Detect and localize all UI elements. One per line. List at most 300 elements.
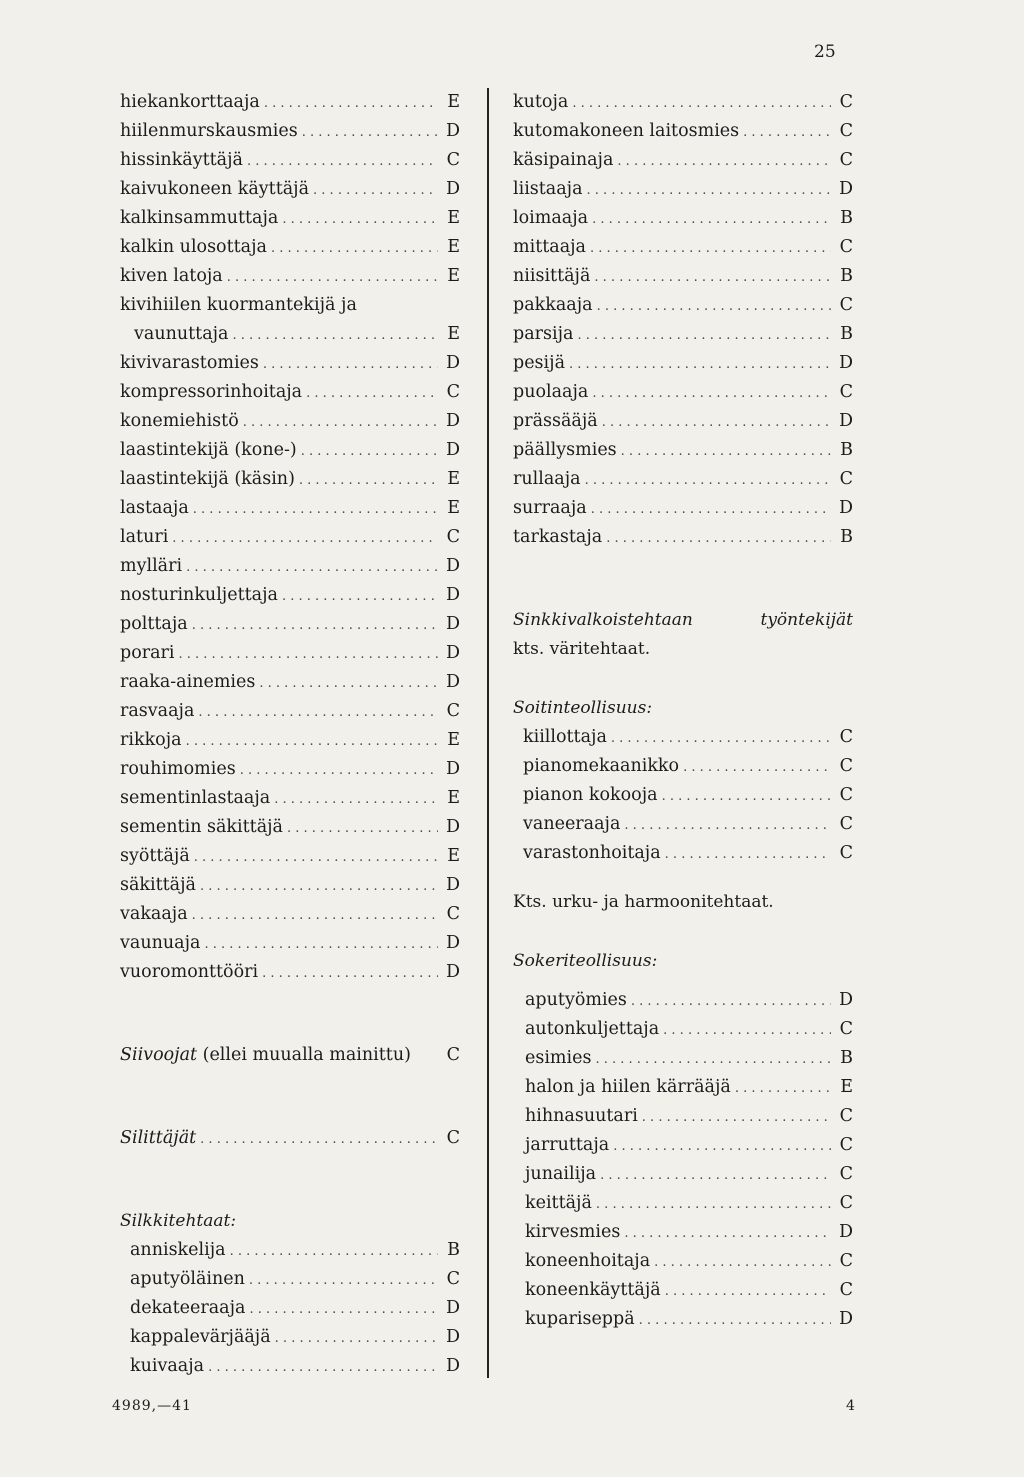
- entry-code: E: [447, 237, 460, 257]
- list-item: [120, 871, 460, 900]
- list-item: [120, 755, 460, 784]
- dot-leader: [243, 408, 438, 437]
- entry-name: koneenkäyttäjä: [525, 1280, 661, 1300]
- entry-name: rouhimomies: [120, 759, 236, 779]
- dot-leader: [665, 840, 831, 869]
- list-item: [525, 1247, 853, 1276]
- list-item: [130, 1323, 460, 1352]
- entry-name: anniskelija: [130, 1240, 226, 1260]
- page-number: 25: [814, 42, 836, 62]
- entry-code: C: [839, 756, 853, 776]
- list-item: [120, 88, 460, 117]
- entry-name: halon ja hiilen kärrääjä: [525, 1077, 731, 1097]
- entry-code: C: [839, 1164, 853, 1184]
- entry-code: D: [445, 933, 460, 953]
- entry-name: pakkaaja: [513, 295, 593, 315]
- section-heading: Sokeriteollisuus:: [513, 951, 658, 971]
- sokeri-entries: [513, 986, 853, 1334]
- entry-code: C: [446, 904, 460, 924]
- entry-code: D: [445, 643, 460, 663]
- dot-leader: [302, 118, 438, 147]
- entry-code: C: [839, 237, 853, 257]
- footer-print-code: 4989,—41: [112, 1398, 192, 1414]
- entry-code: D: [445, 440, 460, 460]
- entry-code: D: [838, 353, 853, 373]
- entry-code: C: [839, 121, 853, 141]
- dot-leader: [606, 524, 831, 553]
- list-item: [513, 407, 853, 436]
- entry-name: kutoja: [513, 92, 569, 112]
- entry-code: D: [838, 1222, 853, 1242]
- entry-code: C: [839, 1251, 853, 1271]
- entry-code: D: [838, 990, 853, 1010]
- entry-name: päällysmies: [513, 440, 617, 460]
- entry-code: C: [446, 701, 460, 721]
- entry-code: D: [445, 121, 460, 141]
- dot-leader: [639, 1306, 831, 1335]
- entry-name: kiillottaja: [523, 727, 607, 747]
- list-item: [120, 262, 460, 291]
- list-item: [120, 407, 460, 436]
- entry-code: E: [447, 846, 460, 866]
- entry-name: esimies: [525, 1048, 592, 1068]
- entry-name: kuivaaja: [130, 1356, 205, 1376]
- dot-leader: [264, 89, 438, 118]
- entry-name: liistaaja: [513, 179, 583, 199]
- entry-code: D: [445, 875, 460, 895]
- dot-leader: [654, 1248, 831, 1277]
- entry-code: D: [445, 353, 460, 373]
- entry-code: D: [838, 179, 853, 199]
- entry-name: polttaja: [120, 614, 188, 634]
- dot-leader: [193, 495, 438, 524]
- entry-name: aputyöläinen: [130, 1269, 245, 1289]
- entry-name: laturi: [120, 527, 169, 547]
- list-item: [130, 1236, 460, 1265]
- heading-part: Sinkkivalkoistehtaan: [513, 610, 693, 630]
- cross-reference: kts. väritehtaat.: [513, 639, 651, 659]
- dot-leader: [592, 205, 831, 234]
- list-item: [120, 233, 460, 262]
- dot-leader: [179, 640, 439, 669]
- list-item: [513, 117, 853, 146]
- dot-leader: [230, 1237, 438, 1266]
- list-item: [525, 1073, 853, 1102]
- entry-name: hissinkäyttäjä: [120, 150, 243, 170]
- entry-code: E: [447, 266, 460, 286]
- dot-leader: [585, 466, 831, 495]
- entry-code: C: [839, 785, 853, 805]
- entry-code: C: [839, 92, 853, 112]
- dot-leader: [594, 263, 831, 292]
- list-item: [513, 494, 853, 523]
- dot-leader: [192, 611, 438, 640]
- list-item: [523, 723, 853, 752]
- list-item: [120, 900, 460, 929]
- section-heading: Silittäjät: [120, 1128, 197, 1148]
- entry-name: säkittäjä: [120, 875, 196, 895]
- entry-code: B: [840, 324, 853, 344]
- entry-code: E: [447, 324, 460, 344]
- list-item: [525, 1044, 853, 1073]
- dot-leader: [591, 495, 831, 524]
- list-item: [513, 175, 853, 204]
- list-item: [513, 88, 853, 117]
- entry-name: rikkoja: [120, 730, 182, 750]
- entry-code: C: [839, 1135, 853, 1155]
- list-item: [120, 146, 460, 175]
- entry-code: D: [445, 614, 460, 634]
- entry-code: C: [839, 1019, 853, 1039]
- entry-name: kirvesmies: [525, 1222, 621, 1242]
- entry-code: D: [445, 585, 460, 605]
- dot-leader: [186, 727, 438, 756]
- entry-code: B: [840, 1048, 853, 1068]
- entry-code: C: [446, 1269, 460, 1289]
- entry-name: surraaja: [513, 498, 587, 518]
- entry-name: rasvaaja: [120, 701, 195, 721]
- dot-leader: [275, 1324, 438, 1353]
- dot-leader: [259, 669, 438, 698]
- right-column: [513, 88, 853, 1334]
- list-item: [120, 175, 460, 204]
- dot-leader: [208, 1353, 438, 1382]
- entry-name: niisittäjä: [513, 266, 591, 286]
- list-item: [120, 813, 460, 842]
- cross-reference: Kts. urku- ja harmoonitehtaat.: [513, 892, 774, 912]
- list-item: [513, 436, 853, 465]
- entry-code: C: [839, 150, 853, 170]
- dot-leader: [271, 234, 438, 263]
- entry-name: puolaaja: [513, 382, 589, 402]
- entry-name: kaivukoneen käyttäjä: [120, 179, 310, 199]
- list-item: [120, 465, 460, 494]
- dot-leader: [287, 814, 438, 843]
- entry-name: kompressorinhoitaja: [120, 382, 303, 402]
- entry-code: B: [840, 440, 853, 460]
- dot-leader: [621, 437, 831, 466]
- soitin-entries: [513, 723, 853, 868]
- list-item: [513, 378, 853, 407]
- entry-code: D: [445, 179, 460, 199]
- entry-name: autonkuljettaja: [525, 1019, 660, 1039]
- dot-leader: [240, 756, 438, 785]
- entry-code: B: [840, 527, 853, 547]
- list-item: [525, 1276, 853, 1305]
- entry-name: kupariseppä: [525, 1309, 635, 1329]
- dot-leader: [299, 466, 438, 495]
- entry-note: (ellei muualla mainittu): [202, 1045, 411, 1065]
- entry-code: C: [446, 150, 460, 170]
- entry-code: E: [447, 788, 460, 808]
- list-item: [513, 233, 853, 262]
- dot-leader: [600, 1161, 831, 1190]
- list-item: [120, 349, 460, 378]
- dot-leader: [249, 1266, 438, 1295]
- list-item: [525, 986, 853, 1015]
- list-item: [513, 465, 853, 494]
- entry-code: C: [839, 1106, 853, 1126]
- left-entries: [120, 88, 460, 291]
- list-item: [120, 958, 460, 987]
- list-item: [513, 291, 853, 320]
- list-item: [513, 349, 853, 378]
- dot-leader: [192, 901, 438, 930]
- entry-code: C: [446, 1045, 460, 1065]
- list-item: [120, 523, 460, 552]
- entry-code: D: [445, 672, 460, 692]
- list-item: [525, 1015, 853, 1044]
- entry-name: dekateeraaja: [130, 1298, 246, 1318]
- list-item: [130, 1352, 460, 1381]
- dot-leader: [569, 350, 831, 379]
- list-item: [525, 1189, 853, 1218]
- list-item: [525, 1160, 853, 1189]
- entry-name: junailija: [525, 1164, 597, 1184]
- entry-name: tarkastaja: [513, 527, 603, 547]
- entry-name: koneenhoitaja: [525, 1251, 651, 1271]
- entry-name: kalkinsammuttaja: [120, 208, 279, 228]
- list-item: [525, 1131, 853, 1160]
- entry-name: jarruttaja: [525, 1135, 610, 1155]
- dot-leader: [572, 89, 831, 118]
- list-item: [120, 929, 460, 958]
- dot-leader: [313, 176, 438, 205]
- entry-name: vaneeraaja: [523, 814, 621, 834]
- siivoojat-entry: [120, 1041, 460, 1070]
- silkkitehtaat-entries: [120, 1236, 460, 1381]
- dot-leader: [613, 1132, 831, 1161]
- list-item: [120, 291, 460, 320]
- entry-code: C: [839, 1193, 853, 1213]
- entry-name: kiven latoja: [120, 266, 223, 286]
- left-entries-2: [120, 349, 460, 987]
- entry-name: lastaaja: [120, 498, 189, 518]
- list-item: [120, 842, 460, 871]
- dot-leader: [172, 524, 438, 553]
- dot-leader: [247, 147, 438, 176]
- section-heading: Soitinteollisuus:: [513, 698, 653, 718]
- entry-name: aputyömies: [525, 990, 627, 1010]
- list-item: [525, 1305, 853, 1334]
- list-item: [120, 784, 460, 813]
- entry-name: parsija: [513, 324, 574, 344]
- entry-name: vaunuaja: [120, 933, 201, 953]
- list-item: [523, 752, 853, 781]
- entry-name: hiilenmurskausmies: [120, 121, 298, 141]
- list-item: [525, 1218, 853, 1247]
- entry-name: keittäjä: [525, 1193, 592, 1213]
- entry-name: loimaaja: [513, 208, 589, 228]
- list-item: [120, 668, 460, 697]
- entry-code: C: [839, 1280, 853, 1300]
- entry-name: pesijä: [513, 353, 565, 373]
- dot-leader: [596, 1190, 831, 1219]
- entry-code: D: [838, 498, 853, 518]
- entry-name: vuoromonttööri: [120, 962, 259, 982]
- entry-code: E: [447, 469, 460, 489]
- dot-leader: [577, 321, 831, 350]
- entry-code: E: [447, 498, 460, 518]
- dot-leader: [683, 753, 831, 782]
- dot-leader: [617, 147, 831, 176]
- section-heading: [513, 606, 853, 635]
- list-item: [523, 810, 853, 839]
- list-item: [120, 697, 460, 726]
- dot-leader: [249, 1295, 438, 1324]
- section-heading: Siivoojat: [120, 1045, 198, 1065]
- list-item: [120, 581, 460, 610]
- entry-code: E: [840, 1077, 853, 1097]
- entry-code: C: [446, 382, 460, 402]
- entry-code: C: [839, 727, 853, 747]
- list-item: [513, 262, 853, 291]
- list-item: [120, 320, 460, 349]
- entry-code: D: [838, 1309, 853, 1329]
- dot-leader: [590, 234, 831, 263]
- entry-code: C: [839, 295, 853, 315]
- dot-leader: [587, 176, 831, 205]
- entry-code: C: [839, 469, 853, 489]
- entry-name: syöttäjä: [120, 846, 190, 866]
- list-item: [120, 639, 460, 668]
- list-item: [120, 494, 460, 523]
- dot-leader: [663, 1016, 831, 1045]
- entry-name: hiekankorttaaja: [120, 92, 260, 112]
- entry-name: sementinlastaaja: [120, 788, 271, 808]
- list-item: [130, 1265, 460, 1294]
- list-item: [523, 839, 853, 868]
- dot-leader: [200, 872, 438, 901]
- entry-name: porari: [120, 643, 175, 663]
- entry-name: laastintekijä (kone-): [120, 440, 297, 460]
- entry-code: E: [447, 730, 460, 750]
- left-column: [120, 88, 460, 1381]
- entry-name: nosturinkuljettaja: [120, 585, 278, 605]
- dot-leader: [186, 553, 438, 582]
- entry-code: C: [446, 1128, 460, 1148]
- heading-part: työntekijät: [760, 610, 853, 630]
- entry-code: C: [839, 843, 853, 863]
- column-divider: [487, 88, 489, 1378]
- footer-signature-number: 4: [846, 1398, 855, 1414]
- list-item: [130, 1294, 460, 1323]
- entry-name: laastintekijä (käsin): [120, 469, 295, 489]
- list-item: [120, 378, 460, 407]
- entry-code: D: [445, 1327, 460, 1347]
- dot-leader: [282, 205, 438, 234]
- list-item: [513, 523, 853, 552]
- entry-code: C: [839, 814, 853, 834]
- entry-name: vakaaja: [120, 904, 188, 924]
- entry-code: D: [445, 759, 460, 779]
- entry-code: C: [839, 382, 853, 402]
- dot-leader: [631, 987, 831, 1016]
- dot-leader: [306, 379, 438, 408]
- entry-code: B: [840, 266, 853, 286]
- dot-leader: [194, 843, 438, 872]
- entry-code: D: [445, 962, 460, 982]
- list-item: [120, 117, 460, 146]
- dot-leader: [204, 930, 438, 959]
- dot-leader: [597, 292, 831, 321]
- dot-leader: [282, 582, 438, 611]
- dot-leader: [233, 321, 439, 350]
- list-item: [120, 436, 460, 465]
- entry-code: E: [447, 92, 460, 112]
- dot-leader: [743, 118, 831, 147]
- dot-leader: [642, 1103, 831, 1132]
- dot-leader: [592, 379, 831, 408]
- dot-leader: [611, 724, 831, 753]
- entry-name: mittaaja: [513, 237, 586, 257]
- dot-leader: [665, 1277, 831, 1306]
- entry-name: kalkin ulosottaja: [120, 237, 267, 257]
- list-item: [120, 552, 460, 581]
- list-item: [513, 320, 853, 349]
- dot-leader: [624, 1219, 831, 1248]
- dot-leader: [595, 1045, 831, 1074]
- entry-name: pianon kokooja: [523, 785, 658, 805]
- list-item: [120, 726, 460, 755]
- dot-leader: [624, 811, 831, 840]
- entry-name: sementin säkittäjä: [120, 817, 283, 837]
- dot-leader: [274, 785, 438, 814]
- entry-name: kivivarastomies: [120, 353, 259, 373]
- dot-leader: [263, 350, 438, 379]
- dot-leader: [200, 1125, 438, 1154]
- entry-code: B: [447, 1240, 460, 1260]
- entry-name: rullaaja: [513, 469, 581, 489]
- entry-code: D: [445, 411, 460, 431]
- silittajat-entry: [120, 1124, 460, 1153]
- entry-code: D: [838, 411, 853, 431]
- dot-leader: [262, 959, 438, 988]
- entry-code: E: [447, 208, 460, 228]
- entry-name: mylläri: [120, 556, 183, 576]
- list-item: [525, 1102, 853, 1131]
- entry-code: D: [445, 1356, 460, 1376]
- list-item: [120, 610, 460, 639]
- dot-leader: [735, 1074, 831, 1103]
- list-item: [513, 204, 853, 233]
- dot-leader: [301, 437, 438, 466]
- section-heading: Silkkitehtaat:: [120, 1211, 237, 1231]
- entry-code: D: [445, 1298, 460, 1318]
- entry-name: kappalevärjääjä: [130, 1327, 271, 1347]
- list-item: [523, 781, 853, 810]
- entry-name: prässääjä: [513, 411, 598, 431]
- dot-leader: [227, 263, 438, 292]
- entry-name: konemiehistö: [120, 411, 239, 431]
- dot-leader: [198, 698, 438, 727]
- entry-name: raaka-ainemies: [120, 672, 256, 692]
- list-item: [120, 204, 460, 233]
- entry-name: hihnasuutari: [525, 1106, 638, 1126]
- entry-name: kutomakoneen laitosmies: [513, 121, 740, 141]
- dot-leader: [602, 408, 831, 437]
- entry-code: D: [445, 556, 460, 576]
- right-entries: [513, 88, 853, 552]
- dot-leader: [662, 782, 831, 811]
- entry-name: varastonhoitaja: [523, 843, 661, 863]
- entry-name: kivihiilen kuormantekijä ja: [120, 295, 357, 315]
- entry-code: D: [445, 817, 460, 837]
- entry-code: C: [446, 527, 460, 547]
- entry-name: pianomekaanikko: [523, 756, 680, 776]
- list-item: [513, 146, 853, 175]
- entry-name: vaunuttaja: [134, 324, 229, 344]
